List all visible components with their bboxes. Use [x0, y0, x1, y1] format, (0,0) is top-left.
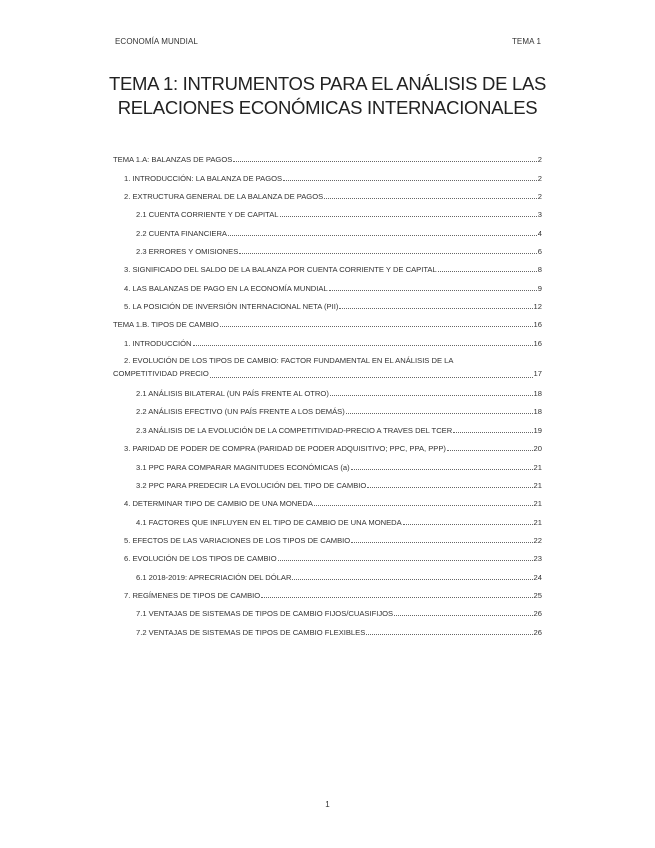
running-header-right: TEMA 1 — [511, 37, 541, 46]
dot-leader — [394, 615, 532, 616]
toc-entry[interactable] — [113, 256, 542, 274]
toc-entry-page: 19 — [533, 425, 542, 435]
toc-entry-title: 5. EFECTOS DE LAS VARIACIONES DE LOS TIPOS DE CAMBIO — [124, 535, 351, 545]
toc-entry[interactable] — [113, 453, 542, 471]
toc-entry-page: 24 — [533, 572, 542, 582]
toc-entry-page: 21 — [533, 499, 542, 509]
toc-entry-title: 4. LAS BALANZAS DE PAGO EN LA ECONOMÍA MUNDIAL — [124, 283, 328, 293]
toc-entry[interactable] — [113, 527, 542, 545]
dot-leader — [193, 345, 533, 346]
toc-entry[interactable] — [113, 600, 542, 618]
dot-leader — [447, 450, 533, 451]
toc-entry[interactable] — [113, 348, 542, 380]
toc-entry[interactable] — [113, 618, 542, 636]
toc-entry[interactable] — [113, 398, 542, 416]
toc-entry-title: 4. DETERMINAR TIPO DE CAMBIO DE UNA MONEDA — [124, 499, 313, 509]
toc-entry-title-line-2: COMPETITIVIDAD PRECIO — [113, 368, 209, 378]
dot-leader — [346, 413, 533, 414]
dot-leader — [261, 597, 532, 598]
table-of-contents — [113, 146, 542, 637]
toc-entry-page: 2 — [537, 155, 542, 165]
dot-leader — [314, 505, 533, 506]
toc-entry-page: 21 — [533, 517, 542, 527]
dot-leader — [324, 198, 537, 199]
toc-entry[interactable] — [113, 238, 542, 256]
toc-entry[interactable] — [113, 472, 542, 490]
dot-leader — [403, 524, 533, 525]
toc-entry-page: 17 — [533, 368, 542, 378]
toc-entry-title: 7.1 VENTAJAS DE SISTEMAS DE TIPOS DE CAMBIO FIJOS/CUASIFIJOS — [136, 609, 394, 619]
toc-entry-title: 2.2 CUENTA FINANCIERA — [136, 228, 228, 238]
dot-leader — [220, 326, 533, 327]
toc-entry[interactable] — [113, 164, 542, 182]
toc-entry[interactable] — [113, 293, 542, 311]
toc-entry[interactable] — [113, 183, 542, 201]
toc-entry-page: 2 — [537, 192, 542, 202]
toc-entry[interactable] — [113, 582, 542, 600]
toc-entry-title: 2.1 ANÁLISIS BILATERAL (UN PAÍS FRENTE AL OTRO) — [136, 389, 329, 399]
toc-entry-page: 8 — [537, 265, 542, 275]
page-number: 1 — [325, 800, 330, 809]
title-line-1: TEMA 1: INTRUMENTOS PARA EL ANÁLISIS DE LAS — [108, 73, 547, 94]
dot-leader — [239, 253, 536, 254]
toc-entry-title: 2.3 ANÁLISIS DE LA EVOLUCIÓN DE LA COMPETITIVIDAD-PRECIO A TRAVES DEL TCER — [136, 425, 453, 435]
toc-entry-title: 6. EVOLUCIÓN DE LOS TIPOS DE CAMBIO — [124, 554, 277, 564]
running-header-left: ECONOMÍA MUNDIAL — [115, 37, 198, 46]
toc-entry-title: 3. PARIDAD DE PODER DE COMPRA (PARIDAD DE PODER ADQUISITIVO; PPC, PPA, PPP) — [124, 444, 446, 454]
toc-entry-title-line-1: 2. EVOLUCIÓN DE LOS TIPOS DE CAMBIO: FACTOR FUNDAMENTAL EN EL ANÁLISIS DE LA — [124, 355, 454, 365]
toc-entry-page: 9 — [537, 283, 542, 293]
dot-leader — [438, 271, 537, 272]
toc-entry-title: 5. LA POSICIÓN DE INVERSIÓN INTERNACIONAL NETA (PII) — [124, 302, 339, 312]
toc-entry-page: 18 — [533, 389, 542, 399]
toc-entry-page: 12 — [533, 302, 542, 312]
toc-entry[interactable] — [113, 219, 542, 237]
toc-entry-title: 2. EXTRUCTURA GENERAL DE LA BALANZA DE PAGOS — [124, 192, 324, 202]
toc-entry[interactable] — [113, 435, 542, 453]
title-line-2: RELACIONES ECONÓMICAS INTERNACIONALES — [117, 97, 538, 118]
toc-entry[interactable] — [113, 490, 542, 508]
toc-entry-title: 4.1 FACTORES QUE INFLUYEN EN EL TIPO DE CAMBIO DE UNA MONEDA — [136, 517, 402, 527]
dot-leader — [280, 216, 537, 217]
toc-entry-title: 1. INTRODUCCIÓN — [124, 338, 192, 348]
toc-entry[interactable] — [113, 201, 542, 219]
toc-entry-title: TEMA 1.A: BALANZAS DE PAGOS — [113, 155, 233, 165]
toc-entry[interactable] — [113, 311, 542, 329]
toc-entry-page: 16 — [533, 320, 542, 330]
toc-entry-page: 26 — [533, 609, 542, 619]
toc-entry[interactable] — [113, 416, 542, 434]
toc-entry-page: 4 — [537, 228, 542, 238]
dot-leader — [367, 487, 532, 488]
toc-entry-page: 3 — [537, 210, 542, 220]
toc-entry-page: 26 — [533, 627, 542, 637]
toc-entry-page: 22 — [533, 535, 542, 545]
toc-entry[interactable] — [113, 508, 542, 526]
toc-entry[interactable] — [113, 274, 542, 292]
toc-entry-title: TEMA 1.B. TIPOS DE CAMBIO — [113, 320, 219, 330]
toc-entry-title: 7. REGÍMENES DE TIPOS DE CAMBIO — [124, 590, 261, 600]
toc-entry-title: 7.2 VENTAJAS DE SISTEMAS DE TIPOS DE CAMBIO FLEXIBLES — [136, 627, 366, 637]
dot-leader — [329, 290, 537, 291]
dot-leader — [228, 235, 537, 236]
toc-entry-page: 2 — [537, 173, 542, 183]
toc-entry-title: 2.2 ANÁLISIS EFECTIVO (UN PAÍS FRENTE A LOS DEMÁS) — [136, 407, 345, 417]
dot-leader — [351, 469, 533, 470]
toc-entry-page: 18 — [533, 407, 542, 417]
dot-leader — [351, 542, 532, 543]
toc-entry-page: 25 — [533, 590, 542, 600]
toc-entry-title: 3.2 PPC PARA PREDECIR LA EVOLUCIÓN DEL TIPO DE CAMBIO — [136, 480, 367, 490]
toc-entry-page: 21 — [533, 462, 542, 472]
document-title — [0, 72, 655, 120]
dot-leader — [453, 432, 532, 433]
dot-leader — [292, 579, 532, 580]
dot-leader — [330, 395, 533, 396]
dot-leader — [366, 634, 532, 635]
toc-entry-title: 6.1 2018-2019: APRECRIACIÓN DEL DÓLAR — [136, 572, 292, 582]
toc-entry[interactable] — [113, 545, 542, 563]
dot-leader — [339, 308, 532, 309]
dot-leader — [233, 161, 536, 162]
toc-entry[interactable] — [113, 146, 542, 164]
dot-leader — [283, 180, 537, 181]
toc-entry-page: 20 — [533, 444, 542, 454]
toc-entry[interactable] — [113, 563, 542, 581]
toc-entry[interactable] — [113, 380, 542, 398]
toc-entry-title: 3. SIGNIFICADO DEL SALDO DE LA BALANZA POR CUENTA CORRIENTE Y DE CAPITAL — [124, 265, 437, 275]
dot-leader — [278, 560, 533, 561]
toc-entry[interactable] — [113, 329, 542, 347]
toc-entry-page: 23 — [533, 554, 542, 564]
toc-entry-title: 3.1 PPC PARA COMPARAR MAGNITUDES ECONÓMICAS (a) — [136, 462, 350, 472]
toc-entry-page: 6 — [537, 247, 542, 257]
toc-entry-page: 21 — [533, 480, 542, 490]
toc-entry-title — [113, 354, 542, 380]
dot-leader — [210, 377, 533, 378]
toc-entry-title: 2.1 CUENTA CORRIENTE Y DE CAPITAL — [136, 210, 279, 220]
toc-entry-page: 16 — [533, 338, 542, 348]
toc-entry-title: 2.3 ERRORES Y OMISIONES — [136, 247, 239, 257]
toc-entry-title: 1. INTRODUCCIÓN: LA BALANZA DE PAGOS — [124, 173, 283, 183]
